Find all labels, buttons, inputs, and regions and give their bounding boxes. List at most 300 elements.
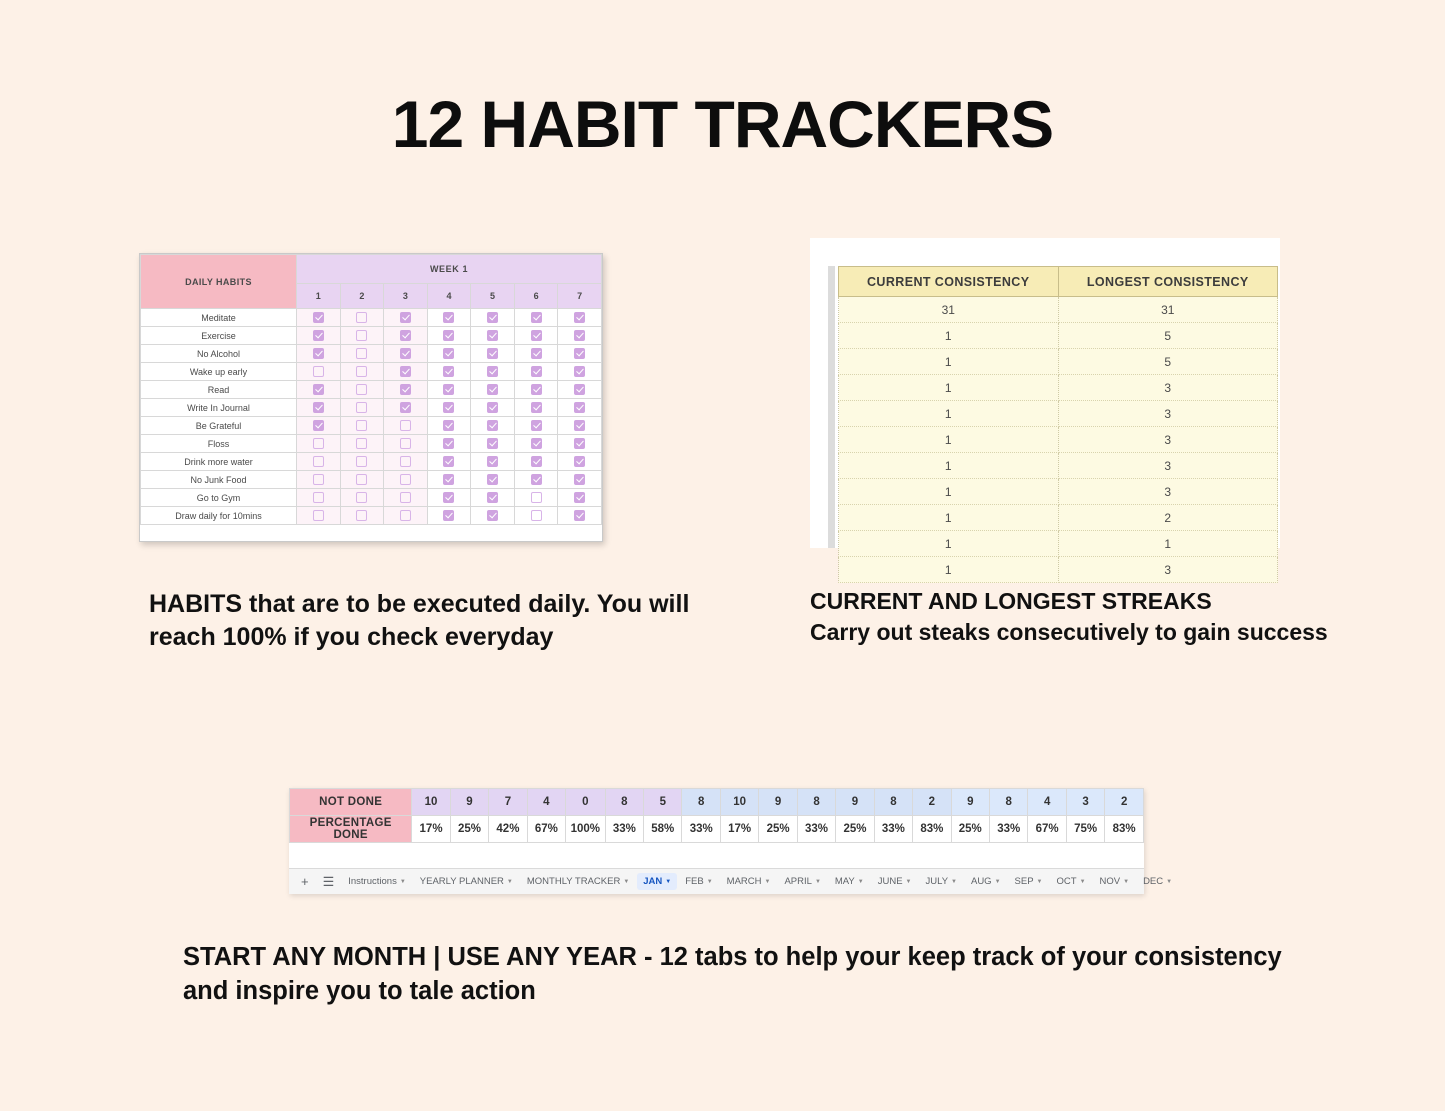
table-row [141,327,602,345]
checkbox-empty-icon[interactable] [400,492,411,503]
checkbox-empty-icon[interactable] [356,492,367,503]
habit-name: Wake up early [141,363,297,381]
sheet-tab-may[interactable] [829,873,870,890]
habit-checkbox-cell[interactable] [340,381,384,399]
checkbox-checked-icon[interactable] [574,474,585,485]
checkbox-empty-icon[interactable] [400,510,411,521]
habit-checkbox-cell[interactable] [558,399,602,417]
checkbox-checked-icon[interactable] [487,348,498,359]
checkbox-empty-icon[interactable] [356,366,367,377]
checkbox-checked-icon[interactable] [531,438,542,449]
checkbox-empty-icon[interactable] [531,510,542,521]
checkbox-checked-icon[interactable] [574,402,585,413]
week-header: WEEK 1 [297,255,602,284]
habit-checkbox-cell[interactable] [427,363,471,381]
table-row [141,417,602,435]
checkbox-checked-icon[interactable] [531,348,542,359]
checkbox-checked-icon[interactable] [487,366,498,377]
not-done-value: 10 [720,789,758,816]
habit-checkbox-cell[interactable] [427,399,471,417]
table-row [839,401,1278,427]
checkbox-empty-icon[interactable] [356,456,367,467]
checkbox-empty-icon[interactable] [356,330,367,341]
checkbox-empty-icon[interactable] [313,492,324,503]
checkbox-checked-icon[interactable] [574,312,585,323]
checkbox-empty-icon[interactable] [400,474,411,485]
percentage-strip-panel [289,788,1173,894]
checkbox-empty-icon[interactable] [356,348,367,359]
sheet-tab-label: APRIL [784,876,812,887]
table-row [839,479,1278,505]
sheet-tab-yearly-planner[interactable] [414,873,519,890]
habit-checkbox-cell[interactable] [514,417,558,435]
percentage-done-value: 42% [489,816,527,843]
sheet-tab-label: AUG [970,876,992,887]
habit-checkbox-cell[interactable] [514,381,558,399]
habit-checkbox-cell[interactable] [384,381,428,399]
habit-checkbox-cell[interactable] [297,381,341,399]
current-consistency-value: 1 [839,531,1059,557]
habit-checkbox-cell[interactable] [558,453,602,471]
sheet-tab-feb[interactable] [679,873,718,890]
table-row [141,309,602,327]
checkbox-empty-icon[interactable] [313,510,324,521]
checkbox-checked-icon[interactable] [531,474,542,485]
percentage-done-value: 17% [412,816,450,843]
checkbox-checked-icon[interactable] [574,420,585,431]
habit-checkbox-cell[interactable] [427,309,471,327]
checkbox-checked-icon[interactable] [487,420,498,431]
habit-checkbox-cell[interactable] [514,507,558,525]
longest-consistency-value: 3 [1058,453,1278,479]
habit-checkbox-cell[interactable] [384,345,428,363]
checkbox-checked-icon[interactable] [574,510,585,521]
habit-checkbox-cell[interactable] [514,453,558,471]
current-consistency-value: 31 [839,297,1059,323]
habit-checkbox-cell[interactable] [427,471,471,489]
chevron-down-icon[interactable]: ▼ [399,878,406,885]
chevron-down-icon[interactable]: ▼ [665,878,672,885]
habit-checkbox-cell[interactable] [471,363,515,381]
plus-icon[interactable]: + [301,874,309,889]
checkbox-checked-icon[interactable] [487,384,498,395]
sheet-tab-label: MARCH [726,876,762,887]
current-consistency-value: 1 [839,375,1059,401]
not-done-value: 2 [913,789,951,816]
checkbox-empty-icon[interactable] [356,312,367,323]
habit-checkbox-cell[interactable] [297,345,341,363]
habit-name: No Junk Food [141,471,297,489]
habit-checkbox-cell[interactable] [427,327,471,345]
chevron-down-icon[interactable]: ▼ [1123,878,1130,885]
percentage-strip-table [289,788,1144,843]
checkbox-checked-icon[interactable] [531,384,542,395]
habit-checkbox-cell[interactable] [558,327,602,345]
sheet-tab-march[interactable] [721,873,777,890]
daily-habits-table [140,254,602,525]
checkbox-checked-icon[interactable] [443,438,454,449]
sheet-tab-nov[interactable] [1094,873,1136,890]
checkbox-empty-icon[interactable] [313,366,324,377]
habit-name: Write In Journal [141,399,297,417]
habit-checkbox-cell[interactable] [471,507,515,525]
sheet-tab-aug[interactable] [965,873,1007,890]
sheet-tab-dec[interactable] [1137,873,1178,890]
habit-checkbox-cell[interactable] [514,489,558,507]
habit-checkbox-cell[interactable] [340,399,384,417]
habit-checkbox-cell[interactable] [297,363,341,381]
habit-checkbox-cell[interactable] [471,453,515,471]
sheet-tab-june[interactable] [872,873,918,890]
checkbox-empty-icon[interactable] [313,474,324,485]
table-row [839,453,1278,479]
habit-checkbox-cell[interactable] [384,507,428,525]
checkbox-empty-icon[interactable] [356,420,367,431]
chevron-down-icon[interactable]: ▼ [506,878,513,885]
sheet-tab-april[interactable] [778,873,826,890]
checkbox-empty-icon[interactable] [313,456,324,467]
habit-checkbox-cell[interactable] [514,327,558,345]
checkbox-checked-icon[interactable] [487,438,498,449]
caption-habits: HABITS that are to be executed daily. You will reach 100% if you check everyday [149,590,690,652]
checkbox-checked-icon[interactable] [487,456,498,467]
checkbox-empty-icon[interactable] [356,402,367,413]
percentage-done-value: 25% [759,816,797,843]
table-header-row [141,255,602,284]
current-consistency-value: 1 [839,349,1059,375]
longest-consistency-value: 3 [1058,557,1278,583]
habit-checkbox-cell[interactable] [297,327,341,345]
percentage-done-label: PERCENTAGE DONE [290,816,412,843]
percentage-done-value: 33% [797,816,835,843]
hamburger-icon[interactable]: ☰ [322,874,335,889]
chevron-down-icon[interactable]: ▼ [623,878,630,885]
habit-checkbox-cell[interactable] [514,435,558,453]
table-row [141,507,602,525]
habit-checkbox-cell[interactable] [558,309,602,327]
table-row [141,399,602,417]
checkbox-checked-icon[interactable] [531,456,542,467]
checkbox-checked-icon[interactable] [313,402,324,413]
sheet-tab-jan[interactable] [637,873,677,890]
habit-checkbox-cell[interactable] [297,309,341,327]
checkbox-checked-icon[interactable] [574,348,585,359]
row-gutter [828,266,835,548]
habit-checkbox-cell[interactable] [384,417,428,435]
chevron-down-icon[interactable]: ▼ [1166,878,1173,885]
checkbox-checked-icon[interactable] [400,384,411,395]
consistency-rows-body [839,297,1278,583]
chevron-down-icon[interactable]: ▼ [1079,878,1086,885]
sheet-tab-instructions[interactable] [342,873,412,890]
table-row [839,375,1278,401]
checkbox-checked-icon[interactable] [574,456,585,467]
current-consistency-value: 1 [839,401,1059,427]
sheet-tab-label: MONTHLY TRACKER [526,876,621,887]
sheet-tab-monthly-tracker[interactable] [521,873,635,890]
checkbox-checked-icon[interactable] [574,330,585,341]
habit-checkbox-cell[interactable] [384,399,428,417]
percentage-done-value: 58% [644,816,682,843]
habit-name: Exercise [141,327,297,345]
habit-checkbox-cell[interactable] [427,435,471,453]
sheet-tab-label: YEARLY PLANNER [419,876,504,887]
checkbox-checked-icon[interactable] [313,384,324,395]
sheet-tab-label: JAN [643,876,663,887]
habit-name: Drink more water [141,453,297,471]
habit-checkbox-cell[interactable] [340,327,384,345]
sheet-tab-label: SEP [1014,876,1034,887]
longest-consistency-value: 3 [1058,401,1278,427]
checkbox-checked-icon[interactable] [531,312,542,323]
checkbox-checked-icon[interactable] [531,402,542,413]
longest-consistency-value: 3 [1058,427,1278,453]
habit-checkbox-cell[interactable] [514,309,558,327]
checkbox-checked-icon[interactable] [574,384,585,395]
checkbox-checked-icon[interactable] [313,312,324,323]
checkbox-checked-icon[interactable] [487,492,498,503]
habit-checkbox-cell[interactable] [427,507,471,525]
habit-checkbox-cell[interactable] [384,489,428,507]
checkbox-checked-icon[interactable] [487,474,498,485]
habit-checkbox-cell[interactable] [558,381,602,399]
checkbox-checked-icon[interactable] [400,312,411,323]
habit-checkbox-cell[interactable] [340,345,384,363]
percentage-done-value: 25% [836,816,874,843]
not-done-row [290,789,1144,816]
table-row [839,427,1278,453]
habit-checkbox-cell[interactable] [471,417,515,435]
percentage-done-value: 33% [874,816,912,843]
sheet-tab-label: JUNE [877,876,903,887]
page-title: 12 HABIT TRACKERS [391,87,1054,161]
not-done-value: 8 [605,789,643,816]
habit-checkbox-cell[interactable] [514,363,558,381]
chevron-down-icon[interactable]: ▼ [905,878,912,885]
habit-checkbox-cell[interactable] [297,435,341,453]
day-header-4: 4 [427,284,471,309]
checkbox-checked-icon[interactable] [531,420,542,431]
chevron-down-icon[interactable]: ▼ [814,878,821,885]
longest-consistency-value: 31 [1058,297,1278,323]
checkbox-checked-icon[interactable] [443,366,454,377]
habit-checkbox-cell[interactable] [471,345,515,363]
checkbox-checked-icon[interactable] [531,366,542,377]
habit-checkbox-cell[interactable] [340,471,384,489]
daily-habits-panel [139,253,603,542]
habit-checkbox-cell[interactable] [471,327,515,345]
caption-tabs: START ANY MONTH | USE ANY YEAR - 12 tabs to help your keep track of your consistency and inspire you to tale action [183,943,1282,1005]
habit-name: Draw daily for 10mins [141,507,297,525]
habit-checkbox-cell[interactable] [384,435,428,453]
checkbox-checked-icon[interactable] [400,348,411,359]
habit-checkbox-cell[interactable] [558,345,602,363]
not-done-value: 8 [797,789,835,816]
chevron-down-icon[interactable]: ▼ [951,878,957,885]
percentage-done-value: 67% [1028,816,1066,843]
not-done-value: 4 [1028,789,1066,816]
sheet-tab-sep[interactable] [1009,873,1049,890]
habit-checkbox-cell[interactable] [340,309,384,327]
checkbox-empty-icon[interactable] [400,438,411,449]
longest-consistency-value: 3 [1058,375,1278,401]
not-done-value: 8 [989,789,1027,816]
checkbox-checked-icon[interactable] [574,366,585,377]
table-row [839,349,1278,375]
habit-checkbox-cell[interactable] [471,399,515,417]
habit-checkbox-cell[interactable] [558,417,602,435]
longest-consistency-value: 5 [1058,323,1278,349]
habit-checkbox-cell[interactable] [340,489,384,507]
caption-streaks-line1: CURRENT AND LONGEST STREAKS [810,588,1212,614]
habit-checkbox-cell[interactable] [297,399,341,417]
checkbox-checked-icon[interactable] [487,402,498,413]
checkbox-checked-icon[interactable] [443,510,454,521]
habit-checkbox-cell[interactable] [297,471,341,489]
checkbox-checked-icon[interactable] [443,312,454,323]
table-row [839,531,1278,557]
checkbox-empty-icon[interactable] [531,492,542,503]
habit-checkbox-cell[interactable] [471,435,515,453]
habit-name: Go to Gym [141,489,297,507]
habit-checkbox-cell[interactable] [427,345,471,363]
habit-checkbox-cell[interactable] [558,507,602,525]
habit-checkbox-cell[interactable] [427,381,471,399]
strip-spacer [289,843,1144,865]
sheet-tab-label: FEB [685,876,704,887]
sheet-tabs [342,873,1178,890]
checkbox-checked-icon[interactable] [313,348,324,359]
checkbox-checked-icon[interactable] [531,330,542,341]
habit-checkbox-cell[interactable] [297,489,341,507]
not-done-value: 4 [527,789,565,816]
habit-checkbox-cell[interactable] [340,363,384,381]
longest-consistency-header: LONGEST CONSISTENCY [1058,267,1278,297]
chevron-down-icon[interactable]: ▼ [857,878,864,885]
habit-name: Read [141,381,297,399]
checkbox-checked-icon[interactable] [443,474,454,485]
checkbox-empty-icon[interactable] [356,438,367,449]
sheet-tab-july[interactable] [920,873,963,890]
habit-checkbox-cell[interactable] [427,417,471,435]
checkbox-empty-icon[interactable] [400,456,411,467]
habit-checkbox-cell[interactable] [384,327,428,345]
daily-habits-header: DAILY HABITS [141,255,297,309]
sheet-tab-bar[interactable] [289,868,1173,894]
habit-checkbox-cell[interactable] [384,309,428,327]
current-consistency-value: 1 [839,427,1059,453]
not-done-value: 7 [489,789,527,816]
chevron-down-icon[interactable]: ▼ [706,878,713,885]
not-done-value: 9 [836,789,874,816]
habit-checkbox-cell[interactable] [297,453,341,471]
checkbox-checked-icon[interactable] [443,492,454,503]
checkbox-checked-icon[interactable] [443,456,454,467]
habit-checkbox-cell[interactable] [558,363,602,381]
table-row [839,505,1278,531]
habit-checkbox-cell[interactable] [340,453,384,471]
checkbox-empty-icon[interactable] [313,438,324,449]
not-done-value: 8 [682,789,720,816]
table-row [141,381,602,399]
habit-rows-body [141,309,602,525]
current-consistency-value: 1 [839,323,1059,349]
sheet-tab-label: MAY [834,876,855,887]
checkbox-checked-icon[interactable] [400,366,411,377]
chevron-down-icon[interactable]: ▼ [994,878,1001,885]
habit-checkbox-cell[interactable] [297,507,341,525]
checkbox-empty-icon[interactable] [356,474,367,485]
habit-checkbox-cell[interactable] [514,399,558,417]
caption-streaks-line2: Carry out steaks consecutively to gain success [810,618,1328,645]
habit-checkbox-cell[interactable] [558,489,602,507]
habit-checkbox-cell[interactable] [514,345,558,363]
habit-checkbox-cell[interactable] [471,489,515,507]
sheet-tab-oct[interactable] [1051,873,1092,890]
percentage-done-value: 83% [913,816,951,843]
longest-consistency-value: 1 [1058,531,1278,557]
checkbox-checked-icon[interactable] [574,438,585,449]
habit-checkbox-cell[interactable] [384,471,428,489]
checkbox-checked-icon[interactable] [443,420,454,431]
habit-checkbox-cell[interactable] [471,471,515,489]
checkbox-checked-icon[interactable] [443,348,454,359]
percentage-done-value: 25% [450,816,488,843]
habit-checkbox-cell[interactable] [297,417,341,435]
checkbox-empty-icon[interactable] [356,510,367,521]
checkbox-checked-icon[interactable] [487,312,498,323]
not-done-value: 9 [951,789,989,816]
habit-checkbox-cell[interactable] [471,309,515,327]
not-done-value: 2 [1105,789,1144,816]
habit-checkbox-cell[interactable] [384,453,428,471]
habit-checkbox-cell[interactable] [558,435,602,453]
checkbox-checked-icon[interactable] [400,330,411,341]
day-header-2: 2 [340,284,384,309]
percentage-done-value: 100% [566,816,606,843]
habit-checkbox-cell[interactable] [384,363,428,381]
habit-checkbox-cell[interactable] [340,435,384,453]
day-header-6: 6 [514,284,558,309]
checkbox-empty-icon[interactable] [400,420,411,431]
percentage-done-value: 17% [720,816,758,843]
habit-checkbox-cell[interactable] [340,507,384,525]
percentage-done-value: 33% [605,816,643,843]
checkbox-checked-icon[interactable] [443,384,454,395]
longest-consistency-value: 3 [1058,479,1278,505]
checkbox-checked-icon[interactable] [313,330,324,341]
habit-checkbox-cell[interactable] [514,471,558,489]
checkbox-checked-icon[interactable] [487,330,498,341]
sheet-tab-label: NOV [1099,876,1121,887]
not-done-value: 9 [759,789,797,816]
checkbox-checked-icon[interactable] [574,492,585,503]
checkbox-empty-icon[interactable] [356,384,367,395]
checkbox-checked-icon[interactable] [443,402,454,413]
habit-checkbox-cell[interactable] [427,489,471,507]
checkbox-checked-icon[interactable] [487,510,498,521]
chevron-down-icon[interactable]: ▼ [1036,878,1043,885]
checkbox-checked-icon[interactable] [313,420,324,431]
not-done-value: 8 [874,789,912,816]
habit-checkbox-cell[interactable] [427,453,471,471]
habit-checkbox-cell[interactable] [471,381,515,399]
habit-checkbox-cell[interactable] [558,471,602,489]
chevron-down-icon[interactable]: ▼ [764,878,771,885]
checkbox-checked-icon[interactable] [400,402,411,413]
habit-checkbox-cell[interactable] [340,417,384,435]
checkbox-checked-icon[interactable] [443,330,454,341]
